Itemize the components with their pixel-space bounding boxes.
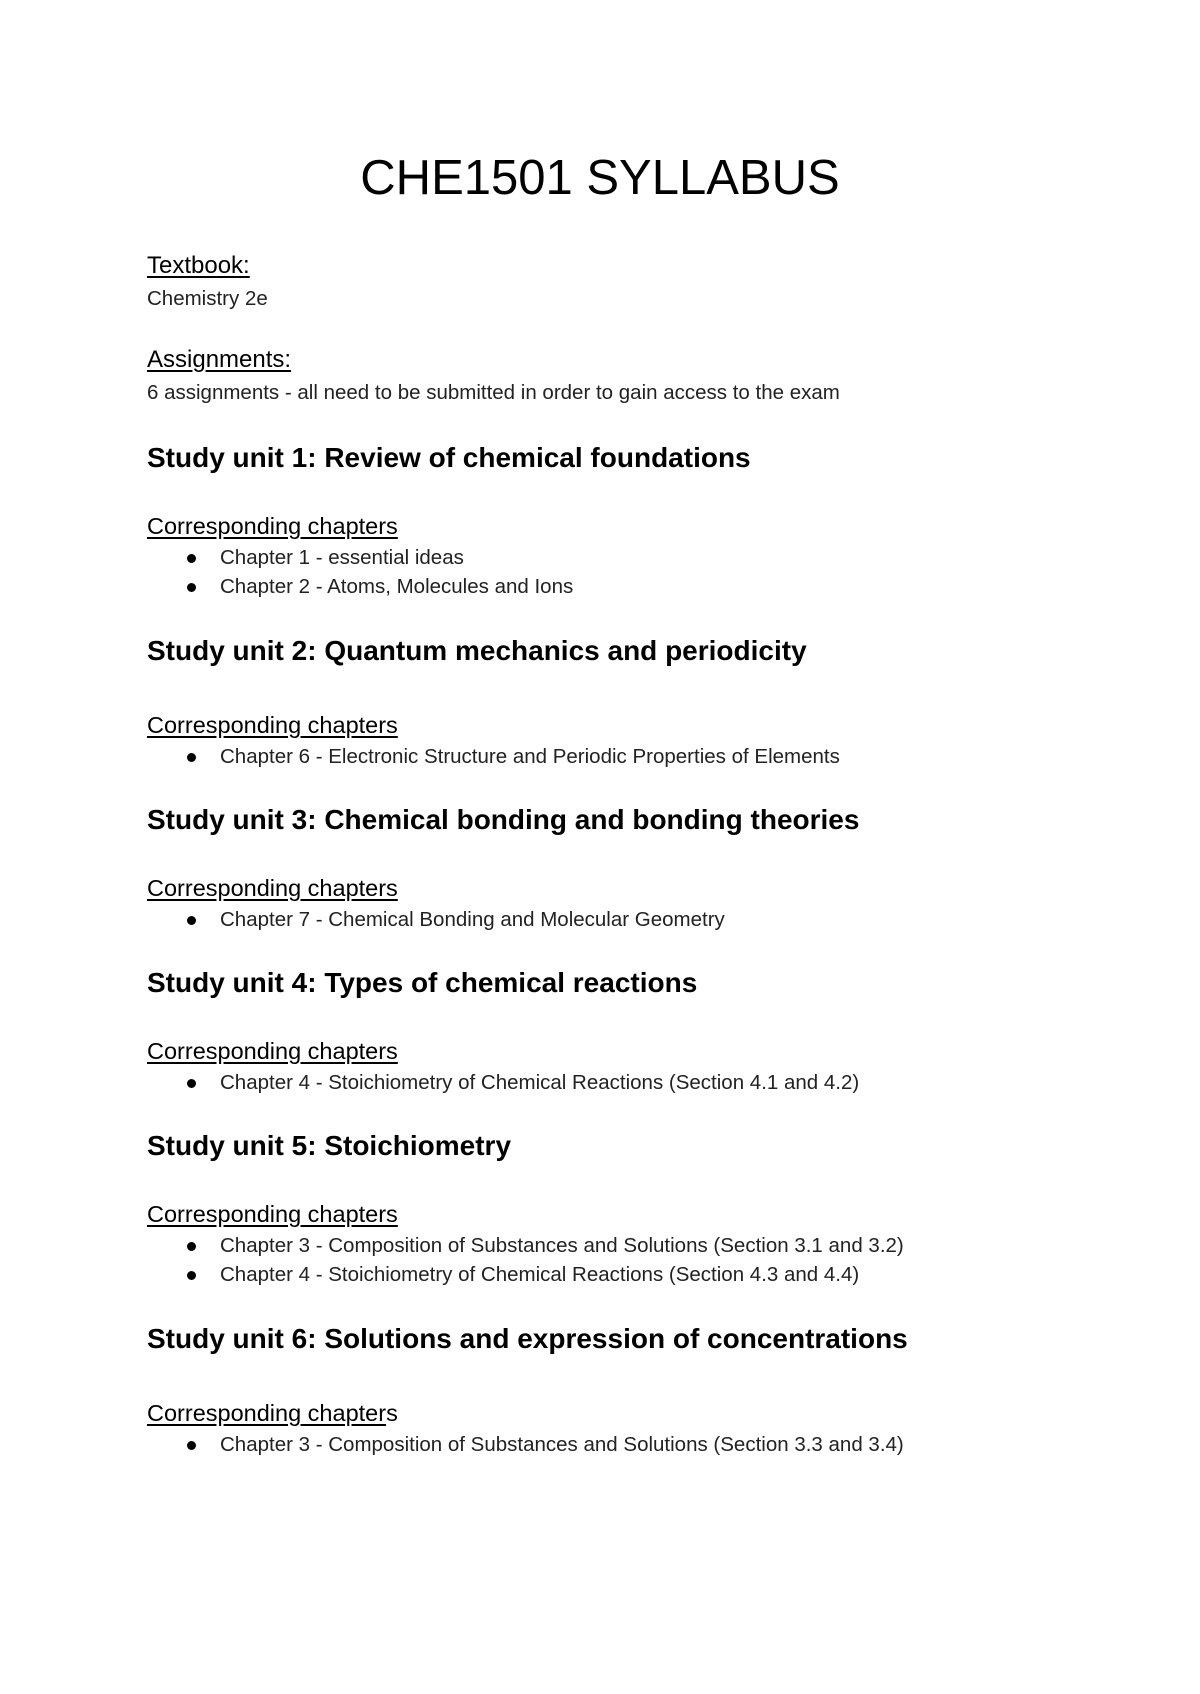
chapter-text: Chapter 2 - Atoms, Molecules and Ions: [220, 575, 574, 598]
chapters-label: Corresponding chapters: [147, 1201, 398, 1227]
bullet-icon: [187, 1079, 196, 1088]
textbook-value: Chemistry 2e: [147, 287, 268, 310]
bullet-icon: [187, 583, 196, 592]
chapters-label: Corresponding chapter: [147, 1400, 387, 1426]
chapters-label: Corresponding chapters: [147, 712, 398, 738]
chapter-text: Chapter 7 - Chemical Bonding and Molecular Geometry: [220, 908, 725, 931]
bullet-icon: [187, 916, 196, 925]
bullet-icon: [187, 554, 196, 563]
bullet-icon: [187, 1242, 196, 1251]
page-title: CHE1501 SYLLABUS: [360, 151, 840, 205]
bullet-icon: [187, 1441, 196, 1450]
chapter-text: Chapter 3 - Composition of Substances and Solutions (Section 3.3 and 3.4): [220, 1433, 904, 1456]
chapter-text: Chapter 6 - Electronic Structure and Periodic Properties of Elements: [220, 745, 840, 768]
unit-heading: Study unit 2: Quantum mechanics and periodicity: [147, 635, 807, 666]
assignments-value: 6 assignments - all need to be submitted in order to gain access to the exam: [147, 381, 840, 404]
chapter-text: Chapter 4 - Stoichiometry of Chemical Reactions (Section 4.3 and 4.4): [220, 1263, 860, 1286]
chapter-text: Chapter 3 - Composition of Substances and Solutions (Section 3.1 and 3.2): [220, 1234, 904, 1257]
chapter-text: Chapter 1 - essential ideas: [220, 546, 464, 569]
unit-heading: Study unit 1: Review of chemical foundations: [147, 442, 751, 473]
unit-heading: Study unit 5: Stoichiometry: [147, 1130, 512, 1161]
textbook-label: Textbook:: [147, 252, 250, 279]
unit-heading: Study unit 4: Types of chemical reactions: [147, 967, 698, 998]
chapters-label-suffix: s: [386, 1400, 398, 1426]
chapters-label-wrapper: [147, 1399, 398, 1427]
chapter-text: Chapter 4 - Stoichiometry of Chemical Reactions (Section 4.1 and 4.2): [220, 1071, 860, 1094]
assignments-label: Assignments:: [147, 346, 292, 373]
unit-heading: Study unit 3: Chemical bonding and bonding theories: [147, 804, 860, 835]
chapters-label: Corresponding chapters: [147, 875, 398, 901]
bullet-icon: [187, 753, 196, 762]
bullet-icon: [187, 1271, 196, 1280]
unit-heading: Study unit 6: Solutions and expression of concentrations: [147, 1323, 908, 1354]
chapters-label: Corresponding chapters: [147, 1038, 398, 1064]
chapters-label: Corresponding chapters: [147, 513, 398, 539]
